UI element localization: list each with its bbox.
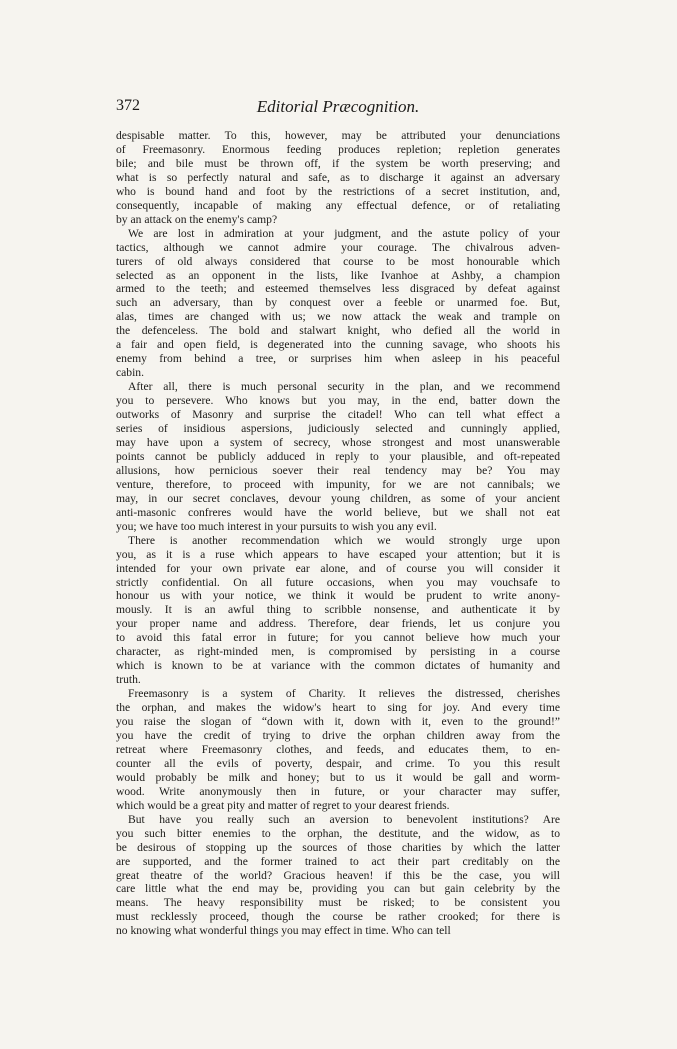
- text-line: by an attack on the enemy's camp?: [116, 212, 278, 226]
- text-line: such an adversary, than by conquest over a feeble or unarmed foe. But,: [116, 296, 560, 310]
- text-line: despisable matter. To this, however, may be attributed your denunciations: [116, 129, 560, 142]
- text-line: There is another recommendation which we would strongly urge upon: [128, 533, 560, 547]
- text-line: the orphan, and makes the widow's heart to sing for joy. And every time: [116, 701, 560, 715]
- text-line: may, in our secret conclaves, devour young children, as some of your ancient: [116, 491, 560, 505]
- paragraph: [116, 380, 560, 533]
- text-line: armed to the teeth; and esteemed themselves less disgraced by defeat against: [116, 282, 560, 296]
- text-line: intended for your own private ear alone, and of course you will consider it: [116, 561, 560, 575]
- text-line: means. The heavy responsibility must be risked; to be consistent you: [116, 896, 560, 910]
- text-line: would probably be milk and honey; but to us it would be gall and worm-: [116, 770, 560, 784]
- text-line: selected as an opponent in the lists, like Ivanhoe at Ashby, a champion: [116, 268, 560, 282]
- text-line: truth.: [116, 673, 141, 687]
- paragraph: [116, 813, 560, 939]
- text-line: you have the credit of trying to drive the orphan children away from the: [116, 728, 560, 742]
- text-line: care little what the end may be, providing you can but gain celebrity by the: [116, 882, 560, 896]
- paragraph: [116, 129, 560, 227]
- paragraph: [116, 227, 560, 380]
- text-line: your proper name and address. Therefore, dear friends, let us conjure you: [116, 617, 560, 631]
- page-header: [116, 97, 560, 121]
- text-line: turers of old always considered that course to be most honourable which: [116, 254, 560, 268]
- text-line: must recklessly proceed, though the course be rather crooked; for there is: [116, 910, 560, 924]
- text-line: allusions, how pernicious soever their real tendency may be? You may: [116, 463, 560, 477]
- text-line: points cannot be publicly adduced in reply to your plausible, and oft-repeated: [116, 449, 560, 463]
- text-line: to avoid this fatal error in future; for you cannot believe how much your: [116, 631, 560, 645]
- text-line: tactics, although we cannot admire your courage. The chivalrous adven-: [116, 240, 560, 254]
- text-line: you; we have too much interest in your pursuits to wish you any evil.: [116, 519, 437, 533]
- text-line: series of insidious aspersions, judiciously selected and cunningly applied,: [116, 422, 560, 436]
- text-line: cabin.: [116, 366, 145, 380]
- text-line: the defenceless. The bold and stalwart knight, who defied all the world in: [116, 324, 560, 338]
- text-line: But have you really such an aversion to benevolent institutions? Are: [128, 812, 560, 826]
- running-title: Editorial Præcognition.: [256, 97, 420, 116]
- text-line: you to persevere. Who knows but you may, in the end, batter down the: [116, 394, 560, 408]
- text-line: which would be a great pity and matter of regret to your dearest friends.: [116, 798, 450, 812]
- text-line: what is so perfectly natural and safe, as to discharge it against an adversary: [116, 170, 560, 184]
- text-line: great theatre of the world? Gracious heaven! if this be the case, you will: [116, 868, 560, 882]
- text-line: no knowing what wonderful things you may effect in time. Who can tell: [116, 924, 451, 938]
- text-line: a fair and open field, is degenerated into the cunning savage, who shoots his: [116, 338, 560, 352]
- text-line: Freemasonry is a system of Charity. It relieves the distressed, cherishes: [128, 687, 560, 701]
- text-line: We are lost in admiration at your judgment, and the astute policy of your: [128, 226, 560, 240]
- text-line: strictly confidential. On all future occasions, when you may vouchsafe to: [116, 575, 560, 589]
- text-line: which is known to be at variance with the common dictates of humanity and: [116, 659, 560, 673]
- text-line: After all, there is much personal security in the plan, and we recommend: [128, 380, 560, 394]
- paragraph: [116, 687, 560, 813]
- paragraph: [116, 534, 560, 687]
- text-line: may have upon a system of secrecy, whose strongest and most unanswerable: [116, 435, 560, 449]
- text-line: enemy from behind a tree, or surprises him when asleep in his peaceful: [116, 352, 560, 366]
- text-line: anti-masonic confreres would have the world believe, but we shall not eat: [116, 505, 560, 519]
- text-line: you, as it is a ruse which appears to have escaped your attention; but it is: [116, 547, 560, 561]
- text-line: retreat where Freemasonry clothes, and feeds, and educates them, to en-: [116, 742, 560, 756]
- text-line: consequently, incapable of making any effectual defence, or of retaliating: [116, 198, 560, 212]
- text-line: character, as right-minded men, is compromised by persisting in a course: [116, 645, 560, 659]
- text-line: honour us with your notice, we think it would be prudent to write anony-: [116, 589, 560, 603]
- body-text: [116, 129, 560, 938]
- text-line: be desirous of stopping up the sources of those charities by which the latter: [116, 840, 560, 854]
- text-line: are supported, and the former trained to act their part creditably on the: [116, 854, 560, 868]
- text-line: wood. Write anonymously then in future, or your character may suffer,: [116, 784, 560, 798]
- text-line: you raise the slogan of “down with it, down with it, even to the ground!”: [116, 715, 560, 729]
- text-line: outworks of Masonry and surprise the citadel! Who can tell what effect a: [116, 408, 560, 422]
- text-line: who is bound hand and foot by the restrictions of a secret institution, and,: [116, 184, 560, 198]
- text-line: mously. It is an awful thing to scribble nonsense, and authenticate it by: [116, 603, 560, 617]
- text-line: you such bitter enemies to the orphan, the destitute, and the widow, as to: [116, 826, 560, 840]
- text-line: counter all the evils of poverty, despair, and crime. To you this result: [116, 756, 560, 770]
- text-line: of Freemasonry. Enormous feeding produces repletion; repletion generates: [116, 142, 560, 156]
- text-line: alas, times are changed with us; we now attack the weak and trample on: [116, 310, 560, 324]
- page-number: 372: [116, 97, 140, 114]
- text-line: bile; and bile must be thrown off, if the system be worth preserving; and: [116, 156, 560, 170]
- text-line: venture, therefore, to proceed with impunity, for we are not cannibals; we: [116, 477, 560, 491]
